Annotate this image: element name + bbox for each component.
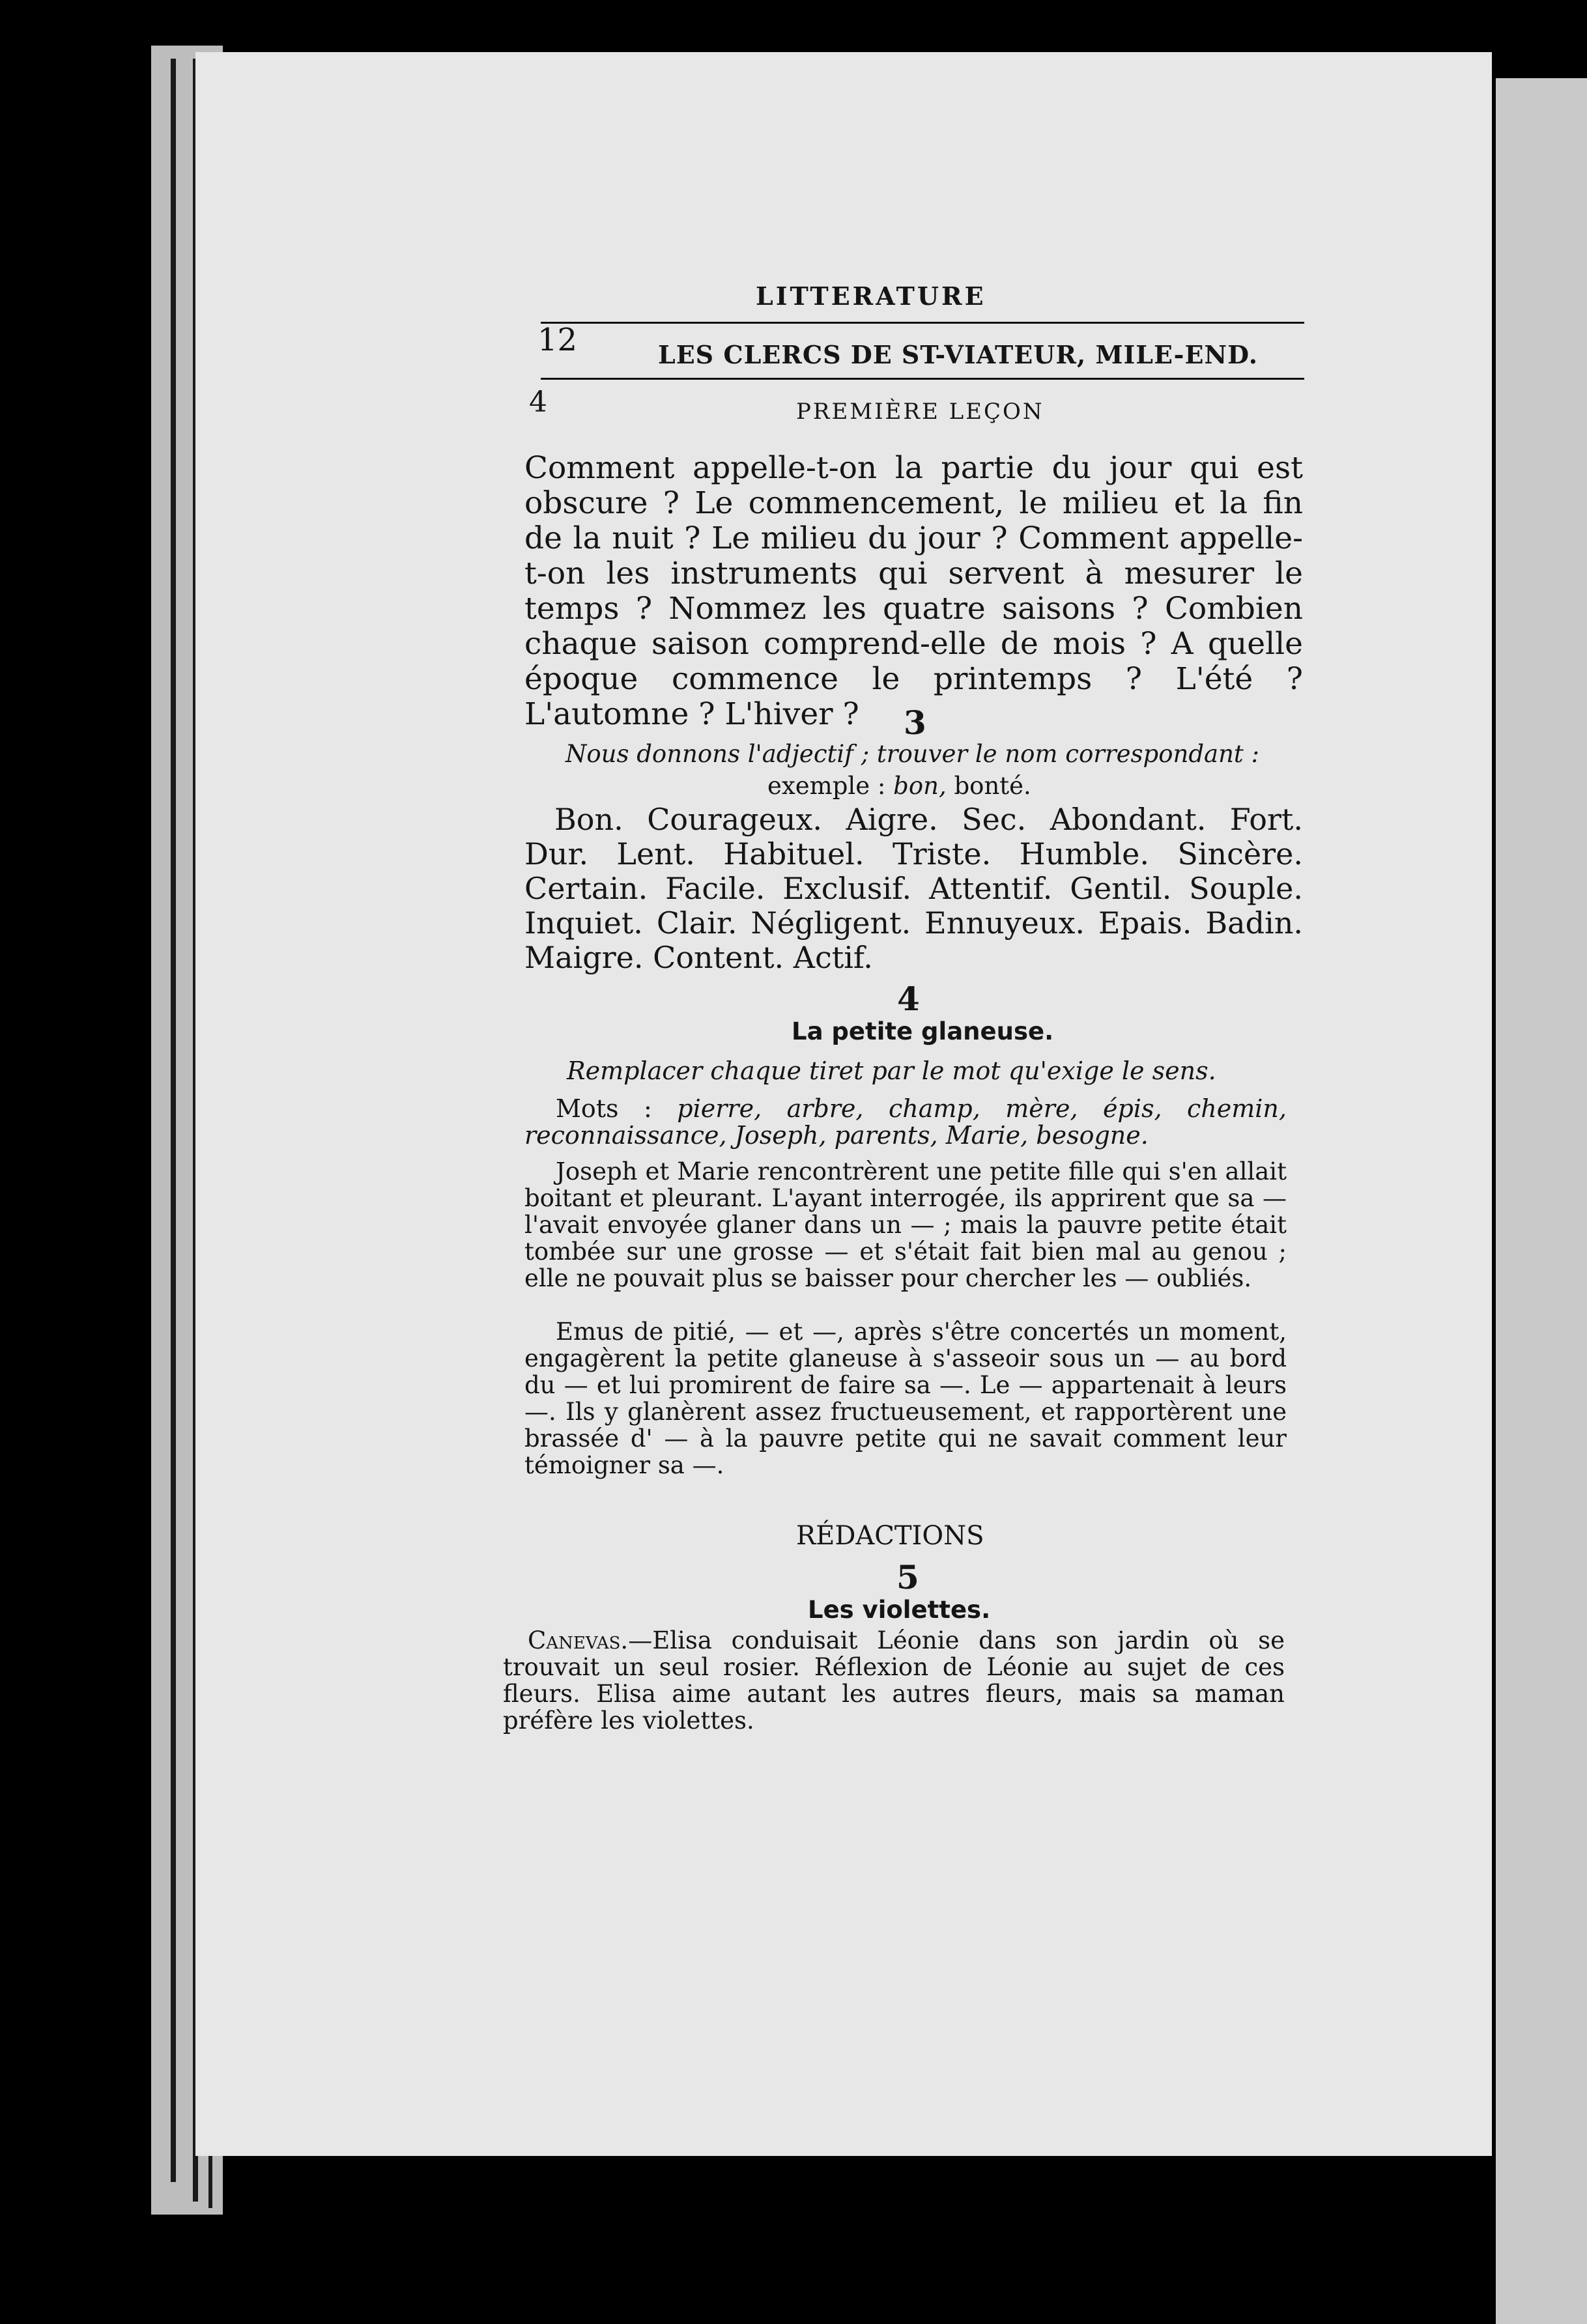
exercise-4-instruction: Remplacer chaque tiret par le mot qu'exige le sens. <box>567 1056 1216 1085</box>
header-rule-bottom <box>541 378 1304 380</box>
exercise-4-paragraph-2: Emus de pitié, — et —, après s'être concertés un moment, engagèrent la petite glaneuse à s'asseoir sous un — au bord du — et lui promirent de faire sa —. Le — appartenait à leurs —. Ils y glanèrent assez fructueusement, et rapportèrent une brassée d' — à la pauvre petite qui ne savait comment leur témoigner sa —. <box>524 1318 1287 1479</box>
page-number: 12 <box>537 322 578 358</box>
exercise-4-number: 4 <box>897 980 920 1018</box>
word-list-label: Mots : <box>556 1094 652 1123</box>
exercise-4-word-list <box>524 1096 1287 1149</box>
exercise-3-example <box>767 772 1031 800</box>
header-rule-top <box>541 322 1304 324</box>
exercise-3-words: Bon. Courageux. Aigre. Sec. Abondant. Fort. Dur. Lent. Habituel. Triste. Humble. Sincère. Certain. Facile. Exclusif. Attentif. Gentil. Souple. Inquiet. Clair. Négligent. Ennuyeux. Epais. Badin. Maigre. Content. Actif. <box>524 802 1303 975</box>
exercise-5-number: 5 <box>896 1558 919 1596</box>
exercise-3-number: 3 <box>904 703 926 742</box>
example-word: bon, <box>893 772 947 800</box>
intro-questions: Comment appelle-t-on la partie du jour qui est obscure ? Le commencement, le milieu et la fin de la nuit ? Le milieu du jour ? Comment appelle-t-on les instruments qui servent à mesurer le temps ? Nommez les quatre saisons ? Combien chaque saison comprend-elle de mois ? A quelle époque commence le printemps ? L'été ? L'automne ? L'hiver ? <box>524 450 1303 732</box>
example-answer: bonté. <box>954 772 1031 800</box>
lesson-page-number: 4 <box>529 386 547 419</box>
page-edge-line <box>171 59 176 2182</box>
publisher-header: LES CLERCS DE ST-VIATEUR, MILE-END. <box>658 340 1258 369</box>
canevas-text: —Elisa conduisait Léonie dans son jardin où se trouvait un seul rosier. Réflexion de Léonie au sujet de ces fleurs. Elisa aime autant les autres fleurs, mais sa maman préfère les violettes. <box>503 1626 1285 1735</box>
canevas-label: Canevas. <box>528 1626 629 1654</box>
lesson-title: PREMIÈRE LEÇON <box>796 399 1044 425</box>
exercise-5-title: Les violettes. <box>808 1596 991 1624</box>
example-prefix: exemple : <box>767 772 886 800</box>
exercise-5-canevas <box>503 1627 1285 1734</box>
facing-page-edge <box>1496 78 1587 2324</box>
exercise-3-instruction: Nous donnons l'adjectif ; trouver le nom correspondant : <box>565 740 1259 768</box>
running-header: LITTERATURE <box>756 281 986 311</box>
exercise-4-paragraph-1: Joseph et Marie rencontrèrent une petite fille qui s'en allait boitant et pleurant. L'ayant interrogée, ils apprirent que sa — l'avait envoyée glaner dans un — ; mais la pauvre petite était tombée sur une grosse — et s'était fait bien mal au genou ; elle ne pouvait plus se baisser pour chercher les — oubliés. <box>524 1157 1287 1292</box>
exercise-4-title: La petite glaneuse. <box>792 1017 1054 1045</box>
redactions-heading: RÉDACTIONS <box>796 1521 984 1551</box>
word-list: pierre, arbre, champ, mère, épis, chemin, reconnaissance, Joseph, parents, Marie, besogne. <box>524 1094 1287 1150</box>
